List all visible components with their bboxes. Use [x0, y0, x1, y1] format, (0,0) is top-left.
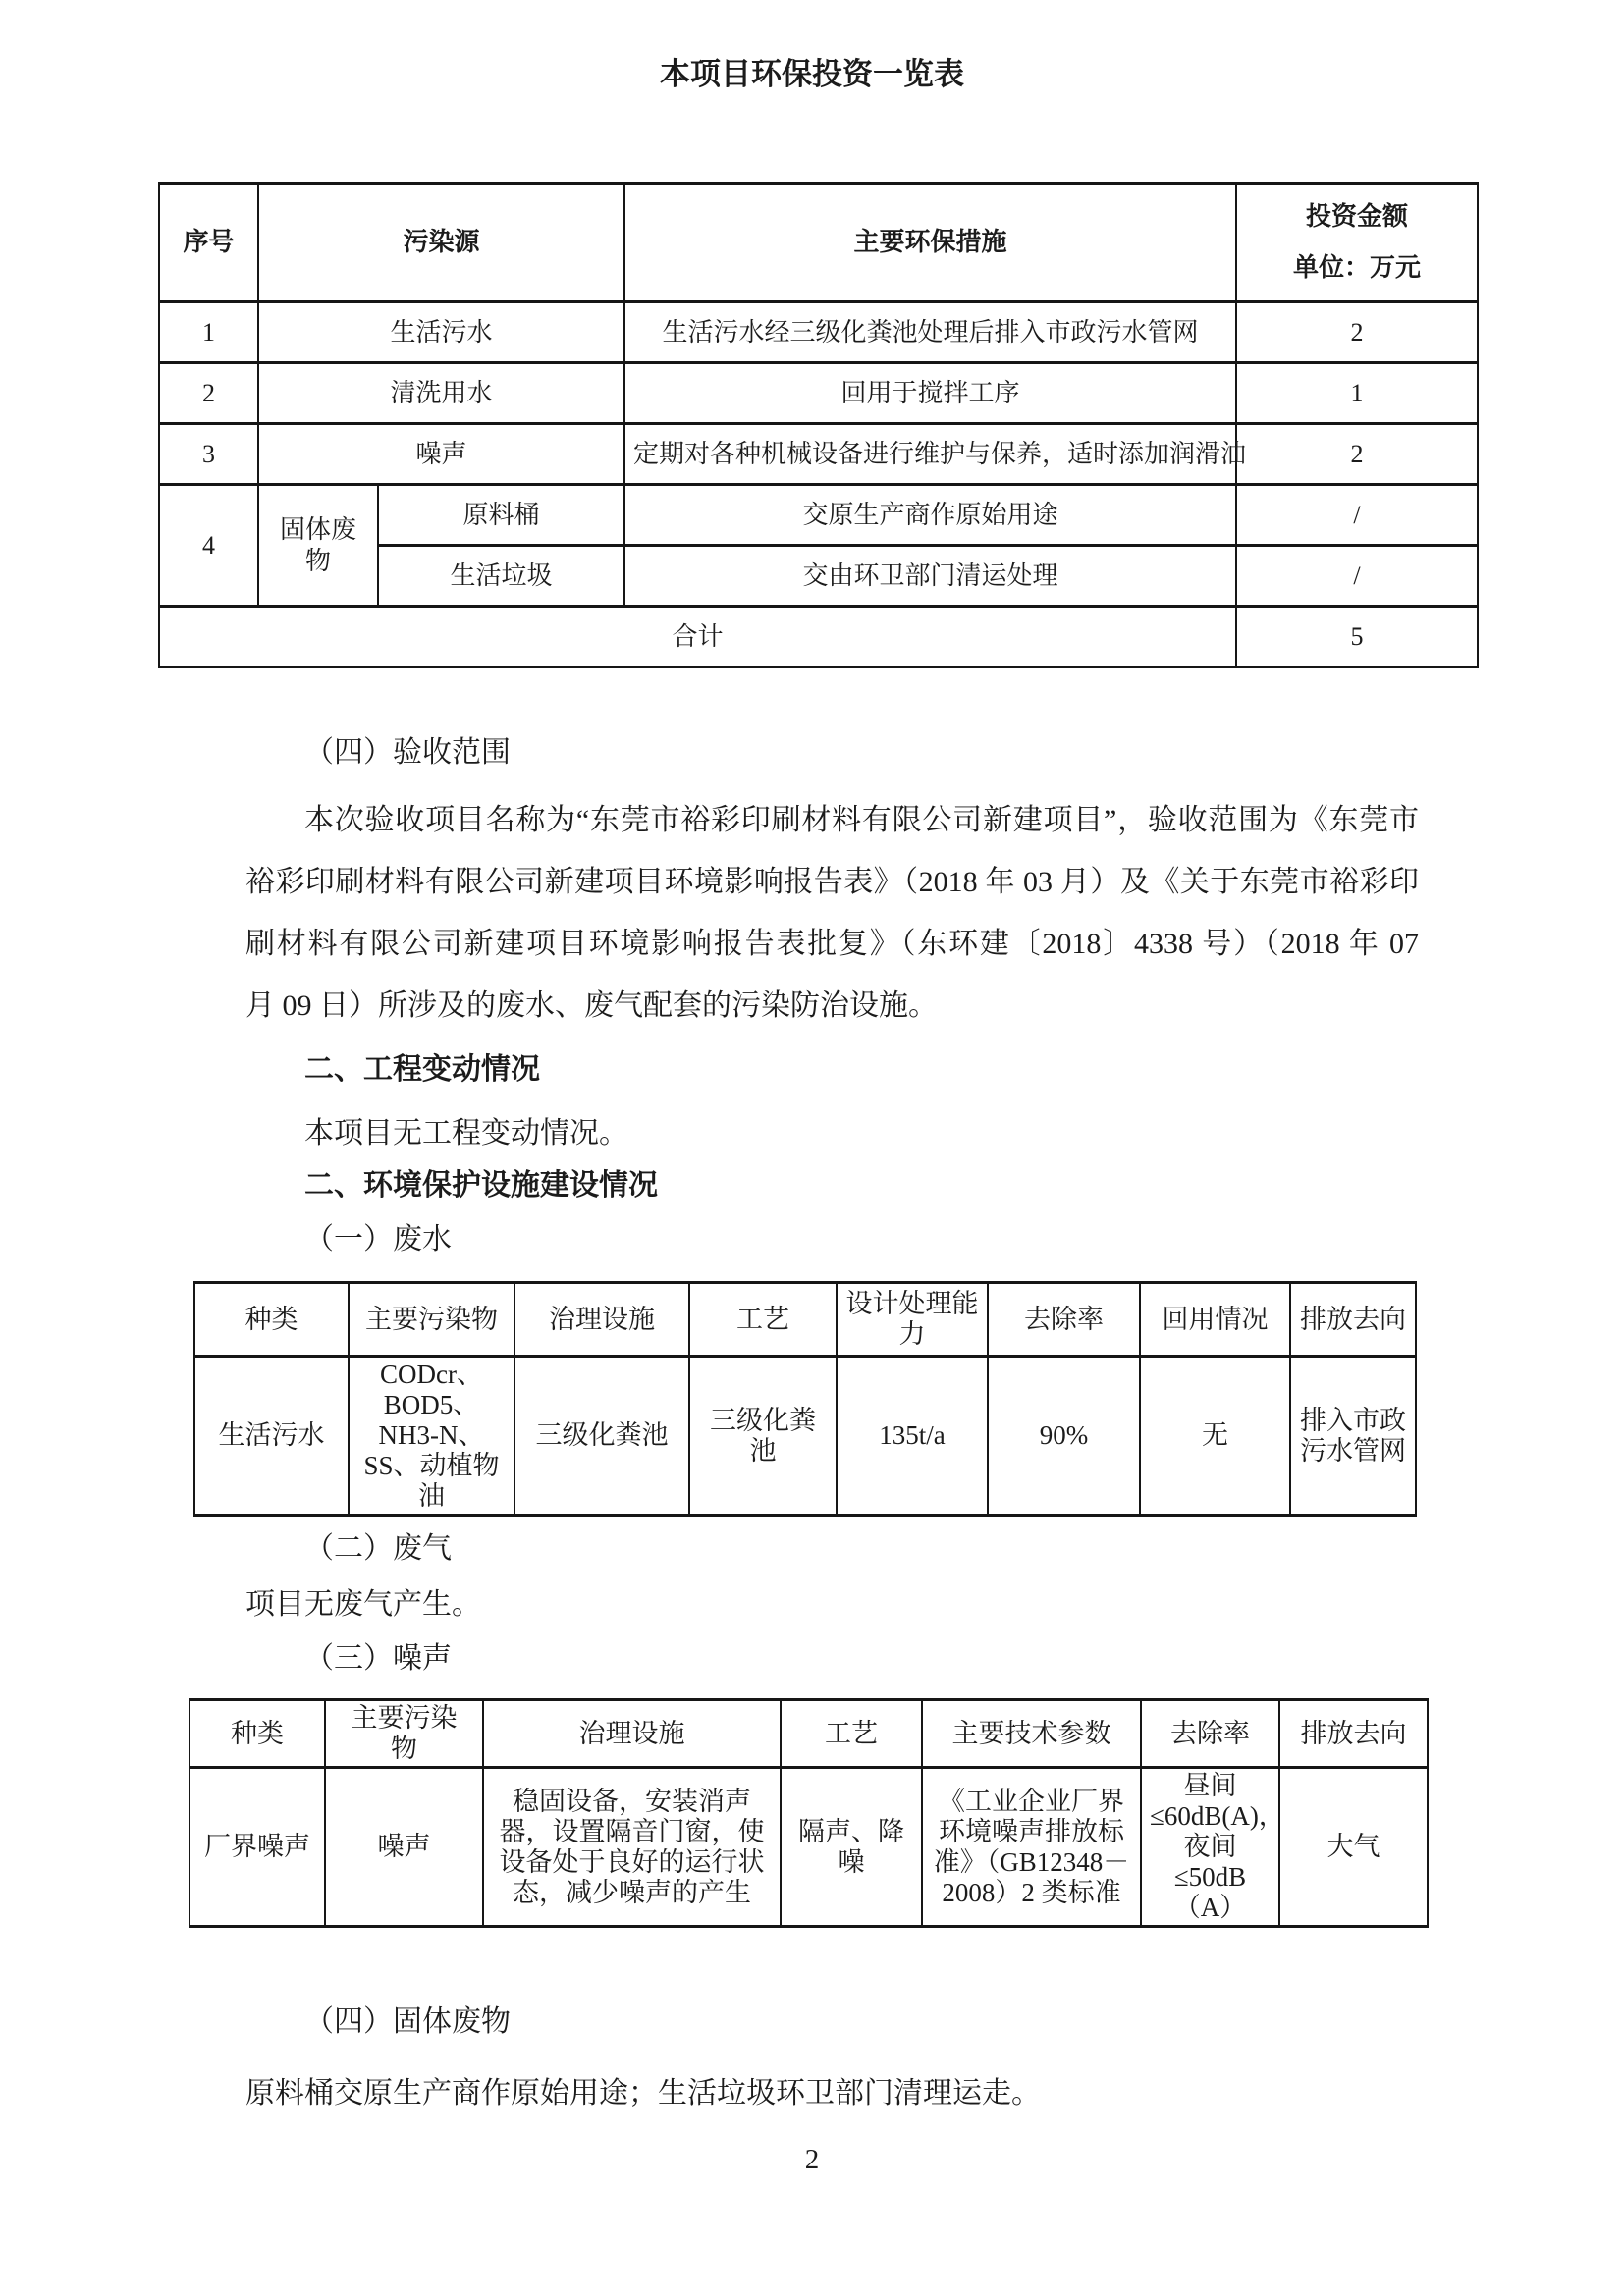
paragraph-line: 裕彩印刷材料有限公司新建项目环境影响报告表》（2018 年 03 月）及《关于东莞市裕彩印 — [245, 866, 1419, 898]
cell-type: 生活污水 — [194, 1357, 349, 1516]
col-header: 去除率 — [1141, 1700, 1279, 1768]
table-row-total — [159, 607, 1478, 667]
env-facilities-heading: 二、环境保护设施建设情况 — [304, 1169, 658, 1201]
solid-waste-heading: （四）固体废物 — [304, 2005, 511, 2038]
col-header: 工艺 — [781, 1700, 922, 1768]
page-number: 2 — [804, 2144, 820, 2175]
row-amount: / — [1236, 546, 1478, 607]
exhaust-text: 项目无废气产生。 — [245, 1588, 481, 1621]
col-header: 主要技术参数 — [922, 1700, 1141, 1768]
row-source: 生活垃圾 — [378, 546, 624, 607]
table-row-solid-waste-1 — [159, 485, 1478, 546]
cell-tech-params: 《工业企业厂界环境噪声排放标准》（GB12348－2008）2 类标准 — [922, 1768, 1141, 1927]
amount-unit: 单位：万元 — [1293, 253, 1422, 282]
cell-removal-rate: 昼间≤60dB(A)，夜间≤50dB（A） — [1141, 1768, 1279, 1927]
noise-heading: （三）噪声 — [304, 1642, 452, 1675]
col-header: 去除率 — [988, 1283, 1140, 1357]
paragraph-line: 月 09 日）所涉及的废水、废气配套的污染防治设施。 — [245, 989, 938, 1022]
col-header-no: 序号 — [159, 184, 258, 302]
total-label: 合计 — [159, 607, 1236, 667]
row-amount: 2 — [1236, 424, 1478, 485]
cell-facility: 稳固设备，安装消声器，设置隔音门窗，使设备处于良好的运行状态，减少噪声的产生 — [483, 1768, 781, 1927]
wastewater-heading: （一）废水 — [304, 1223, 452, 1255]
col-header-amount — [1236, 184, 1478, 302]
investment-table — [158, 182, 1479, 668]
row-source: 生活污水 — [258, 302, 624, 363]
row-amount: 1 — [1236, 363, 1478, 424]
row-amount: / — [1236, 485, 1478, 546]
row-source: 噪声 — [258, 424, 624, 485]
row-source: 原料桶 — [378, 485, 624, 546]
total-amount: 5 — [1236, 607, 1478, 667]
cell-pollutants: 噪声 — [325, 1768, 483, 1927]
row-measure: 交由环卫部门清运处理 — [624, 546, 1236, 607]
row-measure: 回用于搅拌工序 — [624, 363, 1236, 424]
project-change-text: 本项目无工程变动情况。 — [304, 1117, 628, 1149]
solid-waste-text: 原料桶交原生产商作原始用途；生活垃圾环卫部门清理运走。 — [245, 2077, 1041, 2109]
cell-capacity: 135t/a — [837, 1357, 988, 1516]
row-no: 3 — [159, 424, 258, 485]
project-change-heading: 二、工程变动情况 — [304, 1053, 540, 1086]
cell-facility: 三级化粪池 — [514, 1357, 689, 1516]
row-measure: 生活污水经三级化粪池处理后排入市政污水管网 — [624, 302, 1236, 363]
row-source: 清洗用水 — [258, 363, 624, 424]
wastewater-table-data-row — [194, 1357, 1416, 1516]
row-category: 固体废物 — [258, 485, 378, 607]
col-header-source: 污染源 — [258, 184, 624, 302]
col-header-measures: 主要环保措施 — [624, 184, 1236, 302]
noise-table — [189, 1698, 1429, 1928]
noise-table-data-row — [189, 1768, 1428, 1927]
cell-removal-rate: 90% — [988, 1357, 1140, 1516]
col-header: 治理设施 — [483, 1700, 781, 1768]
row-no: 4 — [159, 485, 258, 607]
cell-discharge: 大气 — [1279, 1768, 1428, 1927]
col-header: 主要污染物 — [349, 1283, 514, 1357]
col-header: 设计处理能力 — [837, 1283, 988, 1357]
paragraph-line: 刷材料有限公司新建项目环境影响报告表批复》（东环建〔2018〕4338 号）（2018 年 07 — [245, 928, 1419, 960]
acceptance-scope-heading: （四）验收范围 — [304, 736, 511, 769]
acceptance-scope-paragraph — [245, 789, 1419, 1037]
wastewater-table — [193, 1281, 1417, 1517]
noise-table-header-row — [189, 1700, 1428, 1768]
cell-type: 厂界噪声 — [189, 1768, 325, 1927]
cell-process: 隔声、降噪 — [781, 1768, 922, 1927]
table-row — [159, 302, 1478, 363]
row-measure: 定期对各种机械设备进行维护与保养，适时添加润滑油 — [624, 424, 1236, 485]
col-header: 种类 — [194, 1283, 349, 1357]
cell-discharge: 排入市政污水管网 — [1290, 1357, 1416, 1516]
col-header: 种类 — [189, 1700, 325, 1768]
row-no: 2 — [159, 363, 258, 424]
col-header: 排放去向 — [1290, 1283, 1416, 1357]
col-header: 治理设施 — [514, 1283, 689, 1357]
table-row — [159, 424, 1478, 485]
col-header: 排放去向 — [1279, 1700, 1428, 1768]
row-amount: 2 — [1236, 302, 1478, 363]
amount-title: 投资金额 — [1306, 202, 1409, 231]
cell-reuse: 无 — [1140, 1357, 1290, 1516]
cell-pollutants: CODcr、BOD5、NH3-N、SS、动植物油 — [349, 1357, 514, 1516]
row-no: 1 — [159, 302, 258, 363]
table-row — [159, 363, 1478, 424]
exhaust-heading: （二）废气 — [304, 1532, 452, 1565]
investment-table-header-row — [159, 184, 1478, 302]
col-header: 回用情况 — [1140, 1283, 1290, 1357]
wastewater-table-header-row — [194, 1283, 1416, 1357]
paragraph-line: 本次验收项目名称为“东莞市裕彩印刷材料有限公司新建项目”，验收范围为《东莞市 — [304, 804, 1419, 836]
col-header: 工艺 — [689, 1283, 837, 1357]
col-header: 主要污染物 — [325, 1700, 483, 1768]
cell-process: 三级化粪池 — [689, 1357, 837, 1516]
page-title: 本项目环保投资一览表 — [660, 57, 964, 91]
row-measure: 交原生产商作原始用途 — [624, 485, 1236, 546]
